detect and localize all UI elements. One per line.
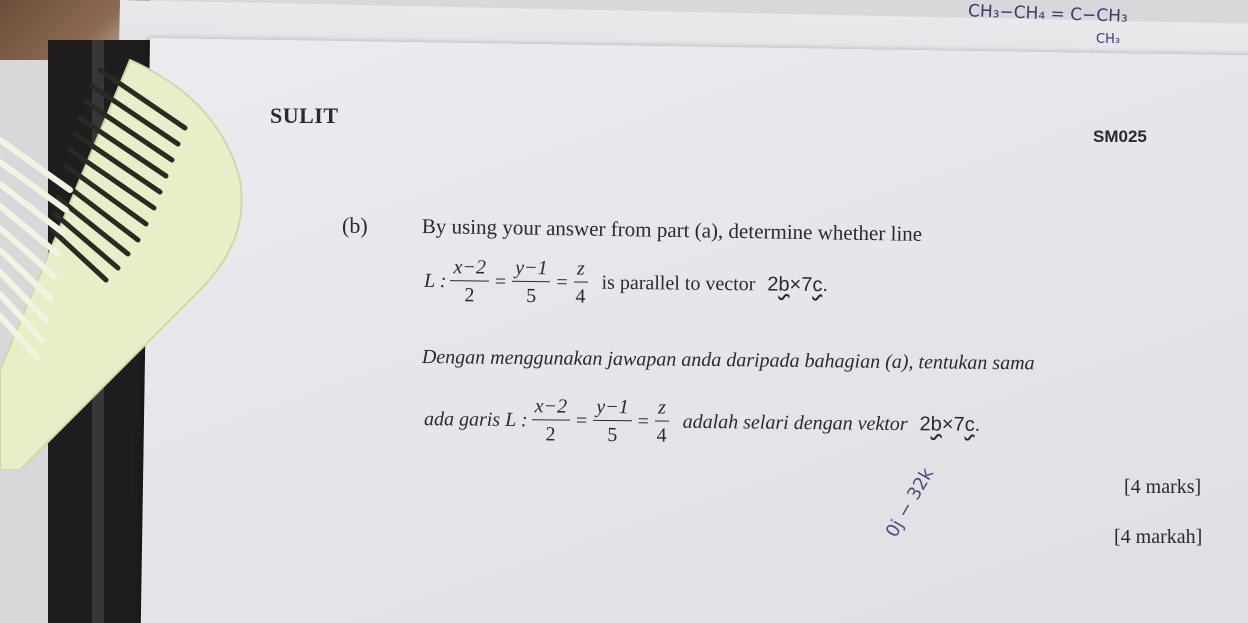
vector-coefficient: 7 bbox=[953, 413, 965, 436]
equals-sign: = bbox=[575, 409, 588, 432]
equation-text: is parallel to vector bbox=[601, 271, 756, 296]
fraction-numerator: z bbox=[655, 395, 669, 422]
part-label: (b) bbox=[342, 213, 368, 238]
line-prefix: ada garis L : bbox=[423, 408, 528, 432]
fraction-denominator: 2 bbox=[545, 423, 556, 446]
fraction-y bbox=[512, 255, 551, 310]
vector-coefficient: 2 bbox=[767, 273, 779, 296]
marks-english: [4 marks] bbox=[1124, 476, 1202, 498]
fraction-denominator: 2 bbox=[464, 284, 475, 307]
vector-c: c bbox=[812, 273, 823, 297]
equation-text: adalah selari dengan vektor bbox=[682, 410, 908, 436]
fraction-denominator: 5 bbox=[607, 424, 618, 447]
fraction-x bbox=[531, 393, 570, 448]
comb-photo-object bbox=[0, 40, 260, 470]
vector-coefficient: 7 bbox=[801, 273, 813, 296]
fraction-y bbox=[593, 394, 632, 449]
vector-c: c bbox=[964, 413, 975, 436]
handwritten-formula: CH₃−CH₄ = C−CH₃ bbox=[967, 1, 1129, 27]
full-stop: . bbox=[974, 413, 981, 436]
cross-sign: × bbox=[941, 413, 954, 436]
vector-b: b bbox=[930, 413, 942, 436]
line-prefix: L : bbox=[423, 269, 447, 293]
english-equation-line bbox=[424, 254, 829, 313]
handwritten-subscript: CH₃ bbox=[1096, 32, 1121, 47]
full-stop: . bbox=[822, 274, 829, 297]
fraction-numerator: x−2 bbox=[532, 393, 571, 420]
equals-sign: = bbox=[494, 270, 507, 293]
header-code: SM025 bbox=[1093, 127, 1147, 146]
fraction-numerator: y−1 bbox=[593, 394, 632, 421]
question-english-line1: By using your answer from part (a), determine whether line bbox=[421, 214, 923, 246]
handwritten-note: 0j − 32k bbox=[881, 464, 939, 541]
vector-expression bbox=[919, 413, 980, 437]
vector-b: b bbox=[778, 273, 790, 296]
fraction-numerator: z bbox=[574, 255, 588, 282]
equals-sign: = bbox=[637, 410, 649, 433]
header-sulit: SULIT bbox=[270, 103, 339, 128]
vector-expression bbox=[767, 273, 828, 297]
fraction-denominator: 4 bbox=[575, 285, 586, 308]
fraction-numerator: y−1 bbox=[512, 255, 551, 282]
marks-malay: [4 markah] bbox=[1114, 526, 1203, 548]
fraction-denominator: 5 bbox=[526, 284, 537, 308]
cross-sign: × bbox=[789, 273, 802, 296]
fraction-z bbox=[573, 255, 587, 310]
malay-equation-line bbox=[424, 392, 981, 453]
fraction-denominator: 4 bbox=[656, 424, 667, 447]
fraction-numerator: x−2 bbox=[450, 254, 489, 281]
fraction-z bbox=[655, 395, 669, 450]
question-malay-line1: Dengan menggunakan jawapan anda daripada bahagian (a), tentukan sama bbox=[421, 346, 1035, 375]
fraction-x bbox=[450, 254, 489, 309]
equals-sign: = bbox=[556, 271, 568, 294]
vector-coefficient: 2 bbox=[919, 413, 931, 436]
